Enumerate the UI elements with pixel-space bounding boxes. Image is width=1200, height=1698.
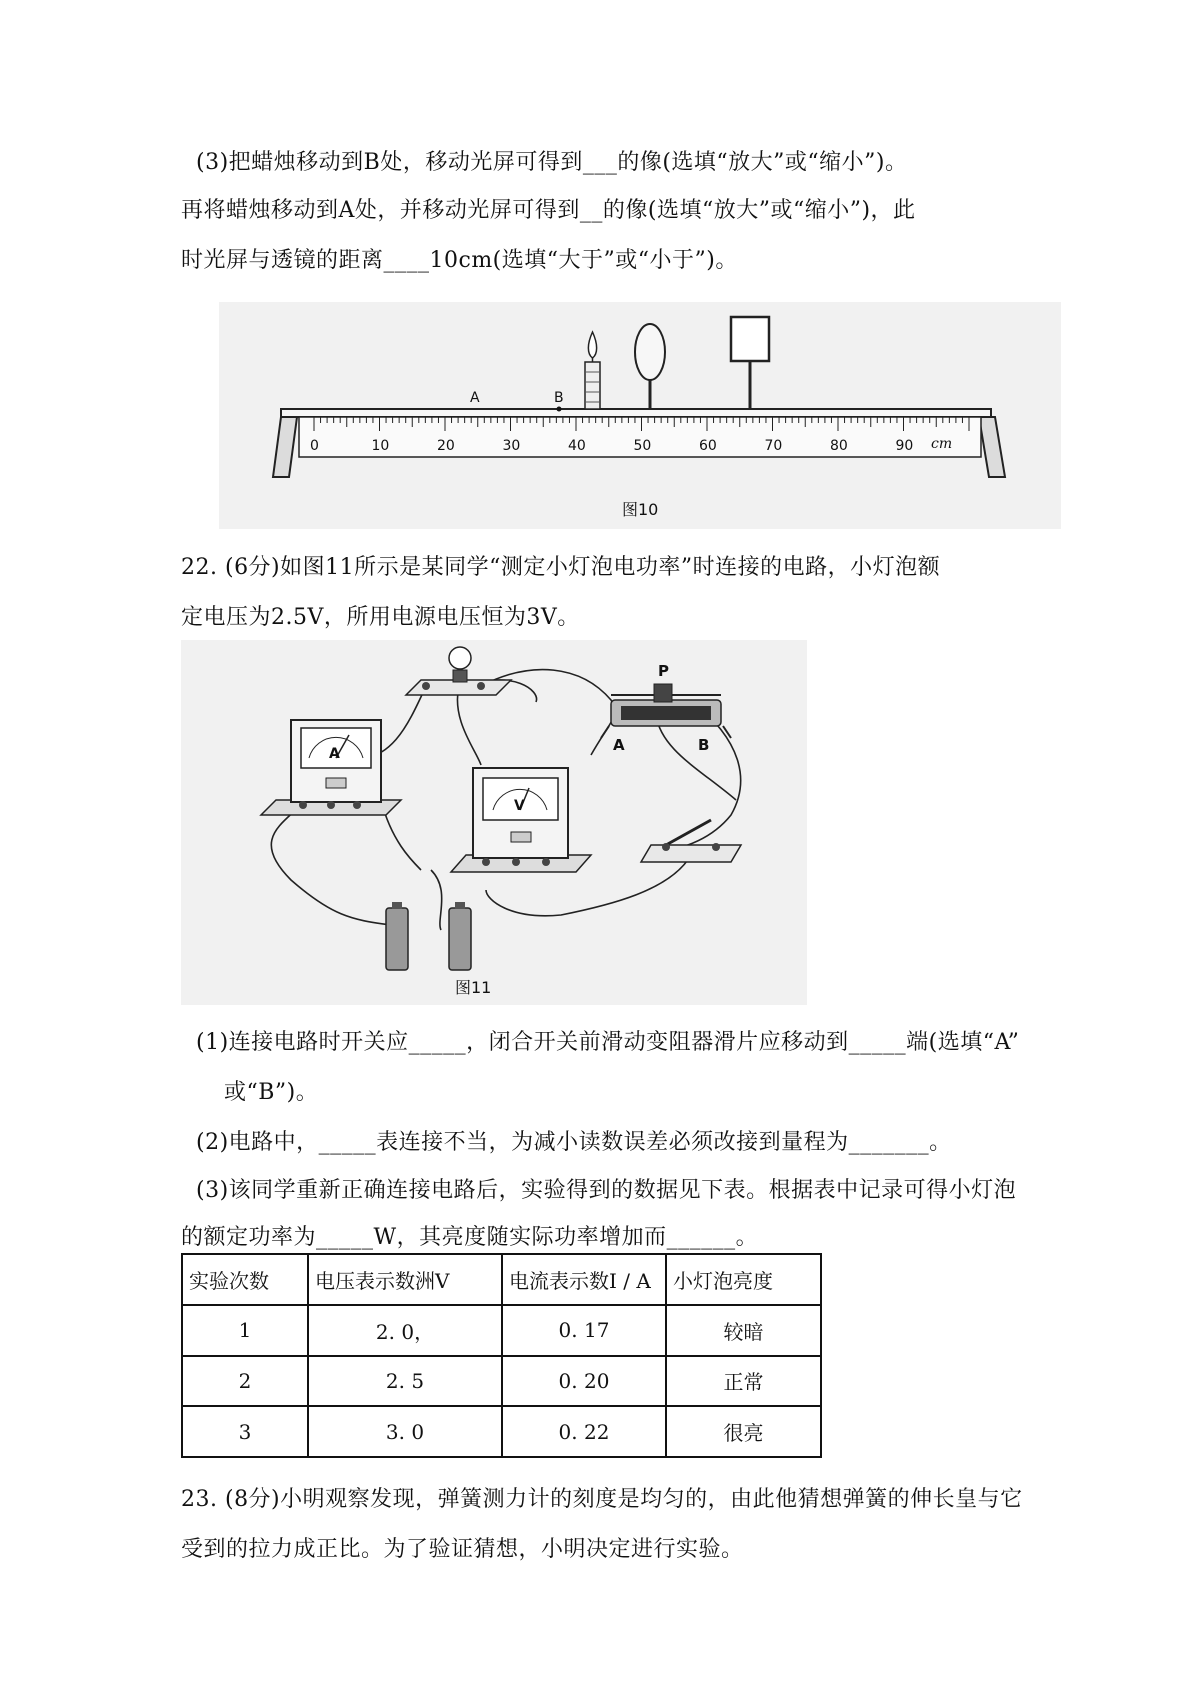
knife-switch-icon xyxy=(641,820,741,862)
ruler-scale-label: 90 xyxy=(895,438,914,454)
ammeter-icon xyxy=(261,720,401,815)
battery-icon xyxy=(386,902,471,970)
table-row xyxy=(182,1356,821,1407)
figure-10-optical-bench xyxy=(219,302,1061,529)
q23-line-1: 23. (8分)小明观察发现，弹簧测力计的刻度是均匀的，由此他猜想弹簧的伸长皇与它 xyxy=(181,1487,1023,1512)
q22-part1-line-2: 或“B”)。 xyxy=(224,1080,319,1105)
table-cell: 正常 xyxy=(666,1356,821,1407)
table-row xyxy=(182,1305,821,1356)
convex-lens-icon xyxy=(635,324,665,409)
ruler-scale-label: 0 xyxy=(310,438,319,454)
q22-part3-line-2: 的额定功率为_____W，其亮度随实际功率增加而______。 xyxy=(181,1225,759,1250)
candle-icon xyxy=(585,332,600,409)
ruler-scale-label: 80 xyxy=(830,438,848,454)
voltmeter-icon xyxy=(451,768,591,872)
slider-p-label: P xyxy=(658,662,669,680)
q21-line-3: 时光屏与透镜的距离____10cm(选填“大于”或“小于”)。 xyxy=(181,248,738,273)
table-cell: 3 xyxy=(182,1406,308,1457)
table-header-cell: 电压表示数洲V xyxy=(308,1254,502,1305)
table-cell: 2. 5 xyxy=(308,1356,502,1407)
voltmeter-label: V xyxy=(514,798,525,814)
ruler-scale-label: 40 xyxy=(568,438,586,454)
table-cell: 3. 0 xyxy=(308,1406,502,1457)
rheostat-end-a-label: A xyxy=(613,736,625,754)
table-cell: 较暗 xyxy=(666,1305,821,1356)
figure-10-caption: 图10 xyxy=(622,500,659,519)
table-cell: 0. 20 xyxy=(502,1356,666,1407)
experiment-data-table xyxy=(181,1253,822,1458)
ruler-scale-label: 10 xyxy=(371,438,390,454)
ruler-scale-label: 60 xyxy=(699,438,717,454)
point-a-label: A xyxy=(470,390,480,406)
q22-line-1: 22. (6分)如图11所示是某同学“测定小灯泡电功率”时连接的电路，小灯泡额 xyxy=(181,555,941,580)
q22-part2: (2)电路中，_____表连接不当，为减小读数误差必须改接到量程为_______。 xyxy=(196,1130,952,1155)
light-bulb-icon xyxy=(406,647,511,695)
table-cell: 2. 0， xyxy=(308,1305,502,1356)
table-cell: 0. 17 xyxy=(502,1305,666,1356)
table-cell: 0. 22 xyxy=(502,1406,666,1457)
table-cell: 2 xyxy=(182,1356,308,1407)
table-cell: 1 xyxy=(182,1305,308,1356)
q23-line-2: 受到的拉力成正比。为了验证猜想，小明决定进行实验。 xyxy=(181,1537,744,1562)
ruler-scale-label: 20 xyxy=(437,438,455,454)
table-row xyxy=(182,1406,821,1457)
light-screen-icon xyxy=(731,317,769,409)
ammeter-label: A xyxy=(329,746,340,762)
q22-part3-line-1: (3)该同学重新正确连接电路后，实验得到的数据见下表。根据表中记录可得小灯泡 xyxy=(196,1178,1017,1203)
point-b-label: B xyxy=(554,390,564,406)
table-header-cell: 实验次数 xyxy=(182,1254,308,1305)
q21-line-2: 再将蜡烛移动到A处，并移动光屏可得到__的像(选填“放大”或“缩小”)，此 xyxy=(181,198,916,223)
figure-11-circuit xyxy=(181,640,807,1005)
q21-line-1: (3)把蜡烛移动到B处，移动光屏可得到___的像(选填“放大”或“缩小”)。 xyxy=(196,150,908,175)
q22-line-2: 定电压为2.5V，所用电源电压恒为3V。 xyxy=(181,605,580,630)
table-header-cell: 电流表示数I / A xyxy=(502,1254,666,1305)
ruler-scale-label: 30 xyxy=(502,438,521,454)
rheostat-end-b-label: B xyxy=(698,736,710,754)
bench-leg-right xyxy=(979,417,1005,477)
ruler-scale-label: 50 xyxy=(633,438,652,454)
table-header-row xyxy=(182,1254,821,1305)
table-header-cell: 小灯泡亮度 xyxy=(666,1254,821,1305)
unit-label: cm xyxy=(931,436,953,452)
ruler-scale-label: 70 xyxy=(764,438,783,454)
bench-leg-left xyxy=(273,417,297,477)
table-cell: 很亮 xyxy=(666,1406,821,1457)
point-b-marker xyxy=(557,407,562,412)
figure-11-caption: 图11 xyxy=(455,978,492,997)
q22-part1-line-1: (1)连接电路时开关应_____，闭合开关前滑动变阻器滑片应移动到_____端(选填“A” xyxy=(196,1030,1020,1055)
